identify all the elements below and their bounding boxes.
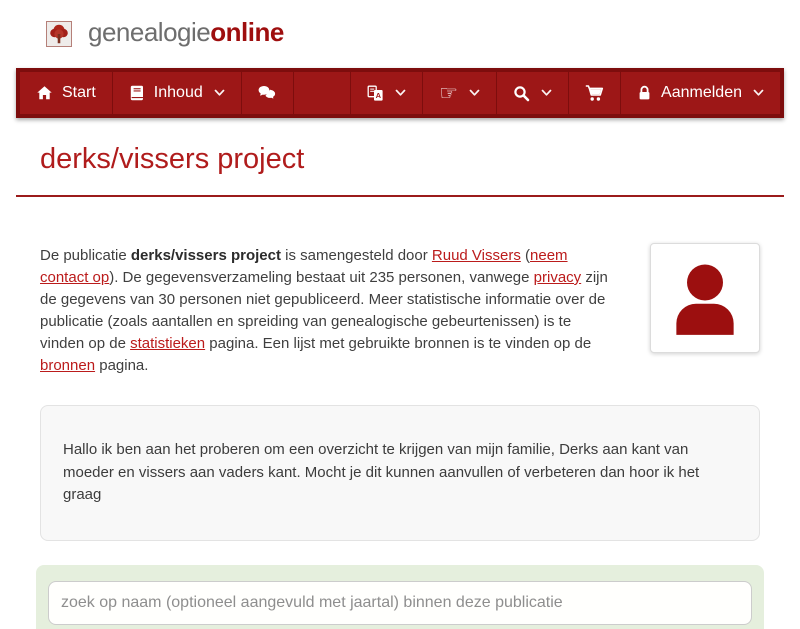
nav-start-label: Start [62, 84, 96, 101]
home-icon [36, 85, 53, 101]
intro-text: ). De gegevensverzameling bestaat uit 235 personen, vanwege [109, 269, 534, 286]
site-header [0, 0, 800, 68]
comments-icon [258, 85, 277, 101]
chevron-down-icon [753, 89, 764, 97]
publication-name: derks/vissers project [130, 247, 281, 264]
nav-item-inhoud[interactable] [113, 72, 242, 114]
intro-text: pagina. [95, 357, 149, 374]
quote-box [40, 405, 760, 541]
hand-point-right-icon: ☞ [439, 81, 459, 105]
site-title[interactable] [88, 17, 284, 48]
page-title: derks/vissers project [40, 143, 305, 175]
nav-inhoud-label: Inhoud [153, 84, 203, 101]
svg-text:A: A [375, 90, 382, 100]
nav-item-recommend[interactable] [423, 72, 497, 114]
intro-text: is samengesteld door [280, 247, 432, 264]
link-ruud-vissers[interactable]: Ruud Vissers [431, 247, 521, 264]
search-icon [513, 85, 530, 102]
nav-item-search[interactable] [497, 72, 569, 114]
language-icon [367, 85, 384, 102]
nav-item-language[interactable] [351, 72, 423, 114]
quote-text: Hallo ik ben aan het proberen om een overzicht te krijgen van mijn familie, Derks aan kant van moeder en vissers aan vaders kant. Mocht je dit kunnen aanvullen of verbeteren dan hoor ik het graag [63, 441, 700, 503]
intro-text: De publicatie [40, 247, 131, 264]
title-divider [16, 195, 784, 197]
person-icon [660, 253, 750, 343]
site-title-gray: genealogie [88, 17, 211, 47]
chevron-down-icon [214, 89, 225, 97]
intro-section [40, 245, 760, 377]
site-logo[interactable] [46, 21, 72, 47]
intro-text: zijn de gegevens van 30 personen niet gepubliceerd. Meer statistische informatie over de publicatie (zoals aantallen en spreiding van genealogische gebeurtenissen) is te vinden op de [40, 269, 608, 352]
nav-item-login[interactable] [621, 72, 780, 114]
nav-item-start[interactable] [20, 72, 113, 114]
intro-text: ( [520, 247, 531, 264]
nav-inner [20, 72, 780, 114]
main-content [0, 143, 800, 629]
link-neem-contact-op[interactable]: neem contact op [40, 247, 568, 286]
tree-logo-icon [47, 22, 71, 46]
nav-spacer [294, 72, 351, 114]
main-nav [16, 68, 784, 118]
search-input[interactable] [48, 581, 752, 625]
link-statistieken[interactable]: statistieken [130, 335, 206, 352]
lock-icon [637, 85, 652, 101]
chevron-down-icon [395, 89, 406, 97]
intro-text: pagina. Een lijst met gebruikte bronnen is te vinden op de [205, 335, 592, 352]
nav-item-cart[interactable] [569, 72, 621, 114]
nav-item-messages[interactable] [242, 72, 294, 114]
search-panel [36, 565, 764, 629]
cart-icon [585, 85, 604, 102]
link-bronnen[interactable]: bronnen [40, 357, 96, 374]
chevron-down-icon [541, 89, 552, 97]
site-title-red: online [210, 17, 284, 47]
nav-aanmelden-label: Aanmelden [661, 84, 742, 101]
link-privacy[interactable]: privacy [533, 269, 582, 286]
avatar [650, 243, 760, 353]
book-icon [129, 85, 145, 101]
chevron-down-icon [469, 89, 480, 97]
